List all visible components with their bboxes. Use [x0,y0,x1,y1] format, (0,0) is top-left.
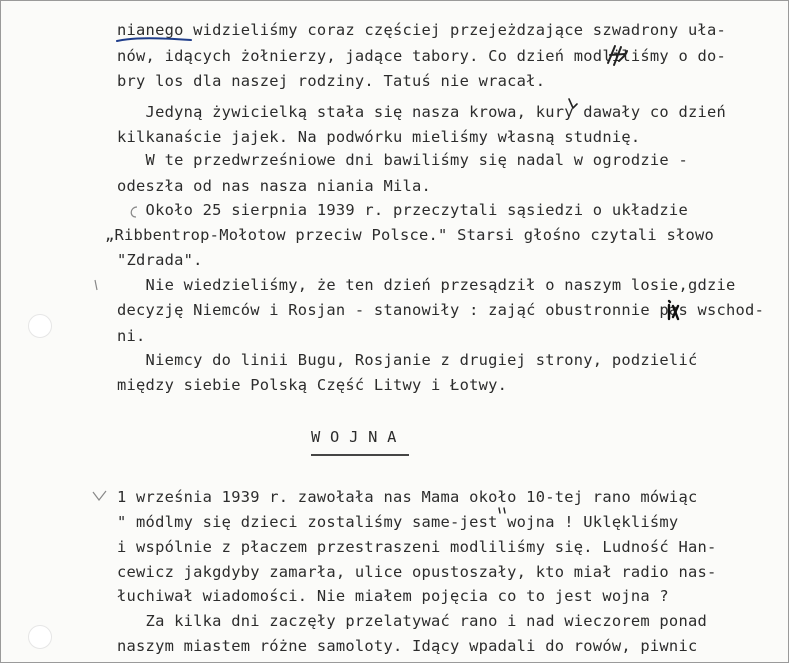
handwritten-underline [115,35,193,45]
text-line: decyzję Niemców i Rosjan - stanowiły : zająć obustronnie pas wschod- [117,301,765,319]
text-line: między siebie Polską Część Litwy i Łotwy. [117,376,508,394]
text-line: nianego widzieliśmy coraz częściej przejeżdzające szwadrony uła- [117,21,727,39]
text-line: W te przedwrześniowe dni bawiliśmy się nadal w ogrodzie - [117,151,688,169]
text-line: ni. [117,327,146,345]
text-line: naszym miastem różne samoloty. Idący wpadali do rowów, piwnic [117,637,698,655]
margin-mark [91,278,101,292]
text-line: łuchiwał wiadomości. Nie miałem pojęcia co to jest wojna ? [117,587,669,605]
handwritten-correction-mark [605,43,629,69]
text-line: kilkanaście jajek. Na podwórku mieliśmy własną studnię. [117,128,641,146]
text-line: "Zdrada". [117,251,203,269]
margin-mark [127,205,141,221]
handwritten-quote-mark [496,507,508,517]
text-line: Niemcy do linii Bugu, Rosjanie z drugiej strony, podzielić [117,351,698,369]
text-line: Nie wiedzieliśmy, że ten dzień przesądził o naszym losie,gdzie [117,276,736,294]
text-line: odeszła od nas nasza niania Mila. [117,177,432,195]
text-line: nów, idących żołnierzy, jadące tabory. Co dzień modliliśmy o do- [117,47,727,65]
text-line: " módlmy się dzieci zostaliśmy same-jest wojna ! Uklękliśmy [117,513,679,531]
handwritten-correction-mark [665,297,681,323]
punch-hole-top [28,314,52,338]
punch-hole-bottom [28,625,52,649]
text-line: cewicz jakgdyby zamarła, ulice opustoszały, kto miał radio nas- [117,563,717,581]
text-line: Za kilka dni zaczęły przelatywać rano i nad wieczorem ponad [117,612,707,630]
heading-underline [311,454,409,456]
section-heading: W O J N A [311,428,397,446]
handwritten-tick [567,97,579,111]
text-line: bry los dla naszej rodziny. Tatuś nie wracał. [117,72,546,90]
text-line: Jedyną żywicielką stała się nasza krowa, kury dawały co dzień [117,103,727,121]
text-line: „Ribbentrop-Mołotow przeciw Polsce." Starsi głośno czytali słowo [105,226,715,244]
text-line: Około 25 sierpnia 1939 r. przeczytali sąsiedzi o układzie [117,201,688,219]
text-line: 1 września 1939 r. zawołała nas Mama około 10-tej rano mówiąc [117,488,698,506]
text-line: i wspólnie z płaczem przestraszeni modliliśmy się. Ludność Han- [117,538,717,556]
margin-mark [91,488,109,504]
